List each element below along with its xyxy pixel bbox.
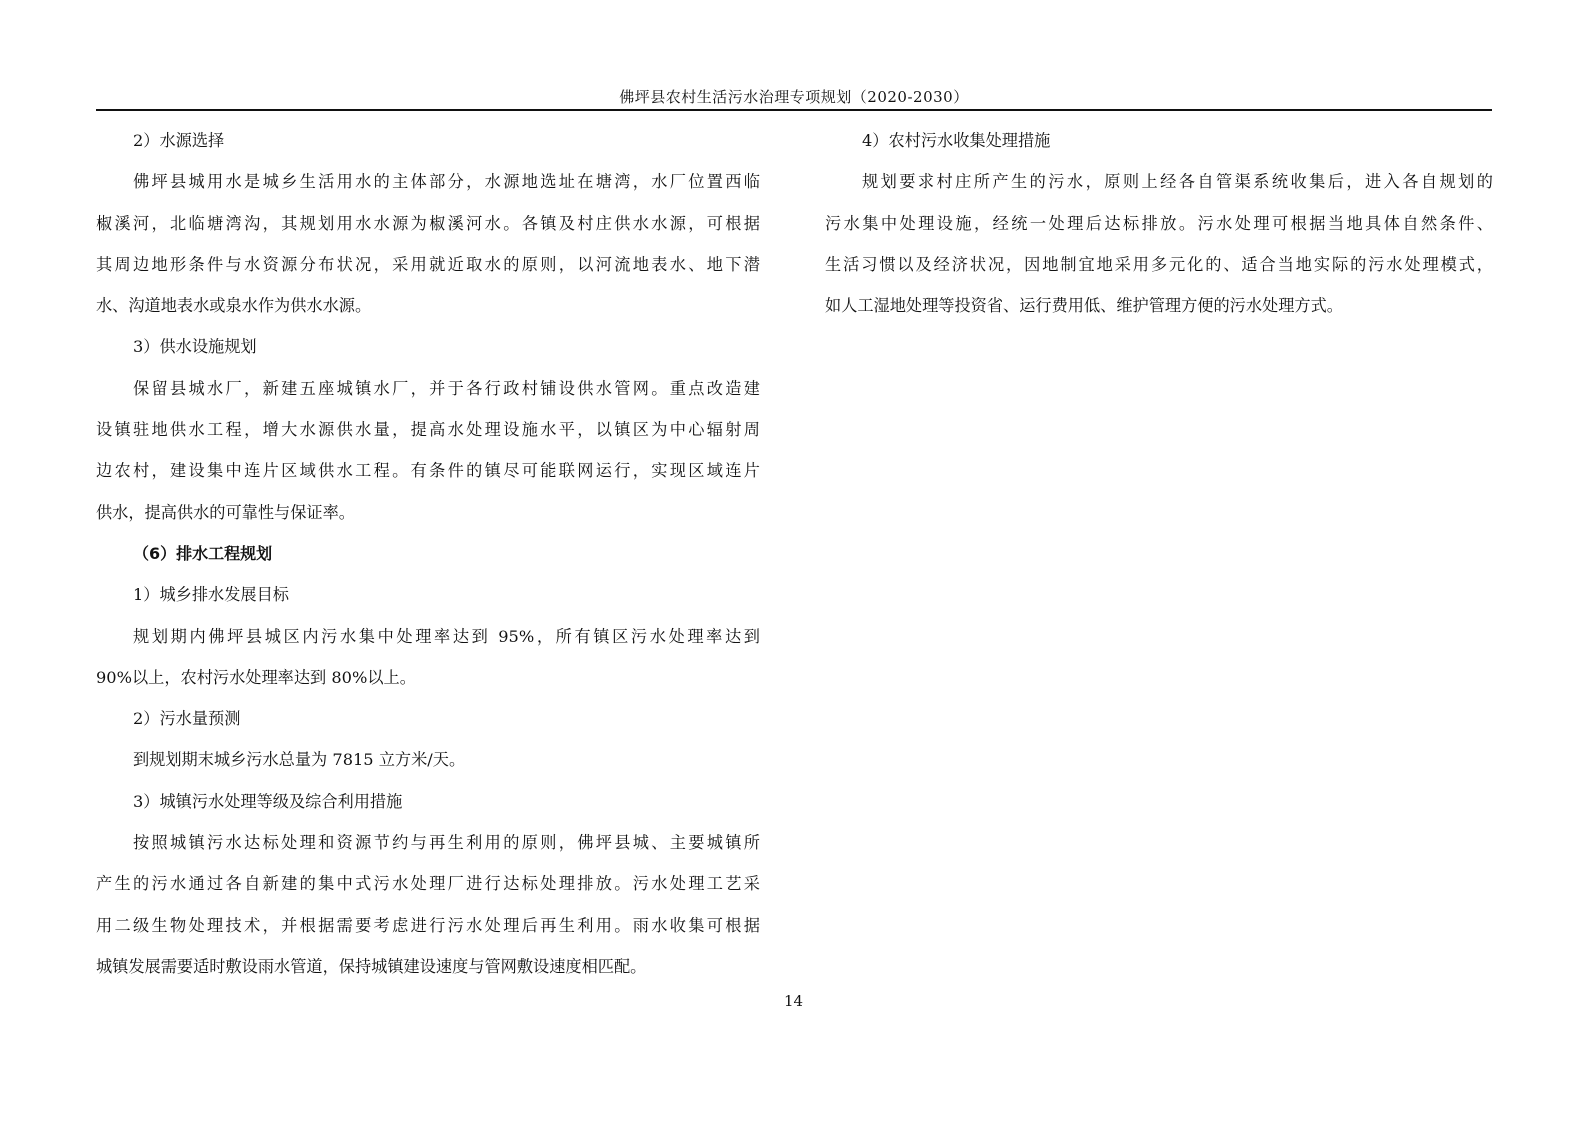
paragraph-line: 佛坪县城用水是城乡生活用水的主体部分，水源地选址在塘湾，水厂位置西临 <box>133 172 760 192</box>
subheading-sewage-forecast: 2）污水量预测 <box>133 709 241 729</box>
paragraph-line: 按照城镇污水达标处理和资源节约与再生利用的原则，佛坪县城、主要城镇所 <box>133 833 760 853</box>
subheading-drainage-goal: 1）城乡排水发展目标 <box>133 585 289 605</box>
paragraph-line: 保留县城水厂，新建五座城镇水厂，并于各行政村铺设供水管网。重点改造建 <box>133 378 760 398</box>
subheading-water-source: 2）水源选择 <box>133 131 225 150</box>
paragraph-line: 到规划期末城乡污水总量为 7815 立方米/天。 <box>133 750 466 770</box>
header-divider <box>96 109 1492 111</box>
paragraph-line: 污水集中处理设施，经统一处理后达标排放。污水处理可根据当地具体自然条件、 <box>825 213 1493 233</box>
paragraph-line: 城镇发展需要适时敷设雨水管道，保持城镇建设速度与管网敷设速度相匹配。 <box>96 956 647 976</box>
section-title-drainage: （6）排水工程规划 <box>133 543 273 563</box>
subheading-urban-treatment: 3）城镇污水处理等级及综合利用措施 <box>133 791 403 811</box>
running-header: 佛坪县农村生活污水治理专项规划（2020-2030） <box>619 88 969 106</box>
paragraph-line: 90%以上，农村污水处理率达到 80%以上。 <box>96 667 416 687</box>
paragraph-line: 如人工湿地处理等投资省、运行费用低、维护管理方便的污水处理方式。 <box>825 296 1343 316</box>
page-number: 14 <box>783 992 804 1010</box>
paragraph-line: 设镇驻地供水工程，增大水源供水量，提高水处理设施水平，以镇区为中心辐射周 <box>96 420 760 440</box>
paragraph-line: 生活习惯以及经济状况，因地制宜地采用多元化的、适合当地实际的污水处理模式， <box>825 254 1493 274</box>
paragraph-line: 边农村，建设集中连片区域供水工程。有条件的镇尽可能联网运行，实现区域连片 <box>96 461 760 481</box>
right-column <box>825 120 1493 326</box>
paragraph-line: 用二级生物处理技术，并根据需要考虑进行污水处理后再生利用。雨水收集可根据 <box>96 915 760 935</box>
subheading-supply-facilities: 3）供水设施规划 <box>133 337 257 357</box>
paragraph-line: 供水，提高供水的可靠性与保证率。 <box>96 502 355 522</box>
paragraph-line: 水、沟道地表水或泉水作为供水水源。 <box>96 296 372 316</box>
paragraph-line: 其周边地形条件与水资源分布状况，采用就近取水的原则，以河流地表水、地下潜 <box>96 254 760 274</box>
paragraph-line: 规划要求村庄所产生的污水，原则上经各自管渠系统收集后，进入各自规划的 <box>862 172 1493 192</box>
left-column <box>96 120 760 987</box>
subheading-rural-measures: 4）农村污水收集处理措施 <box>862 131 1051 150</box>
paragraph-line: 椒溪河，北临塘湾沟，其规划用水水源为椒溪河水。各镇及村庄供水水源，可根据 <box>96 213 760 233</box>
paragraph-line: 产生的污水通过各自新建的集中式污水处理厂进行达标处理排放。污水处理工艺采 <box>96 874 760 894</box>
paragraph-line: 规划期内佛坪县城区内污水集中处理率达到 95%，所有镇区污水处理率达到 <box>133 626 760 646</box>
